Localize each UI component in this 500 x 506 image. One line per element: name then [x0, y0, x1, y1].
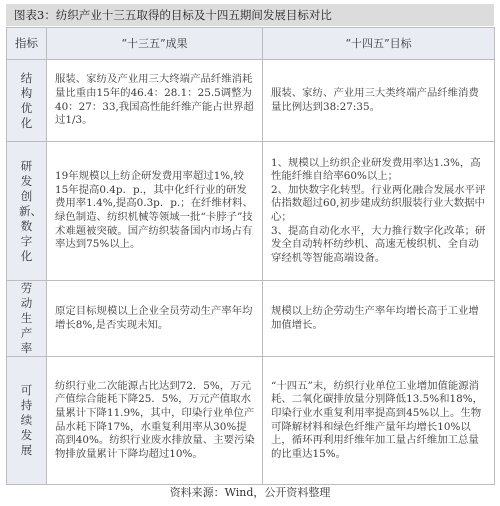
cell-target: 规模以上纺企劳动生产率年均增长高于工业增加值增长。: [263, 281, 495, 357]
table-row: [7, 357, 495, 485]
source-note: 资料来源：Wind，公开资料整理: [169, 486, 331, 499]
cell-achievement: 纺织行业二次能源占比达到72．5%，万元产值综合能耗下降25．5%，万元产值取水量累计下降11.9%，其中，印染行业单位产品水耗下降17%，水重复利用率从30%提高到40%。纺织行业废水排放量、主要污染物排放量累计下降均超过10%。: [47, 357, 263, 485]
row-label-structure: 结构优化: [7, 60, 47, 142]
cell-achievement: 服装、家纺及产业用三大终端产品纤维消耗量比重由15年的46.4：28.1：25.5调整为40：27：33,我国高性能纤维产能占世界超过1/3。: [47, 60, 263, 142]
row-label-productivity: 劳动生产率: [7, 281, 47, 357]
header-indicator-text: 指标: [15, 35, 38, 50]
header-target: “十四五”目标: [263, 28, 495, 60]
cell-target: 服装、家纺、产业用三大类终端产品纤维消费量比例达到38:27:35。: [263, 60, 495, 142]
comparison-table: [6, 27, 495, 485]
header-indicator: [7, 28, 47, 60]
table-row: [7, 142, 495, 281]
table-header-row: [7, 28, 495, 60]
table-row: [7, 60, 495, 142]
cell-achievement: 19年规模以上纺企研发费用率超过1%,较15年提高0.4p．p.，其中化纤行业的研发费用率1.4%,提高0.3p．p.；在纤维材料、绿色制造、纺织机械等领域一批“卡脖子”技术难题被突破。国产纺织装备国内市场占有率达到75%以上。: [47, 142, 263, 281]
cell-target: 1、规模以上纺织企业研发费用率达1.3%，高性能纤维自给率60%以上； 2、加快数字化转型。行业两化融合发展水平评估指数超过60,初步建成纺织服装行业大数据中心； 3、提高自动化水平，大力推行数字化改革；研发全自动转杯纺纱机、高速无梭织机、全自动穿经机等智能高端设备。: [263, 142, 495, 281]
row-label-sustainability: 可持续发展: [7, 357, 47, 485]
table-row: [7, 281, 495, 357]
header-achievement: “十三五”成果: [47, 28, 263, 60]
figure-title: 图表3：纺织产业十三五取得的目标及十四五期间发展目标对比: [6, 4, 494, 26]
cell-target: “十四五”末，纺织行业单位工业增加值能源消耗、二氧化碳排放量分别降低13.5%和18%，印染行业水重复利用率提高到45%以上。生物可降解材料和绿色纤维产量年均增长10%以上，循环再利用纤维年加工量占纤维加工总量的比重达15%。: [263, 357, 495, 485]
row-label-innovation: 研发创新、数字化: [7, 142, 47, 281]
cell-achievement: 原定目标规模以上企业全员劳动生产率年均增长8%,是否实现未知。: [47, 281, 263, 357]
